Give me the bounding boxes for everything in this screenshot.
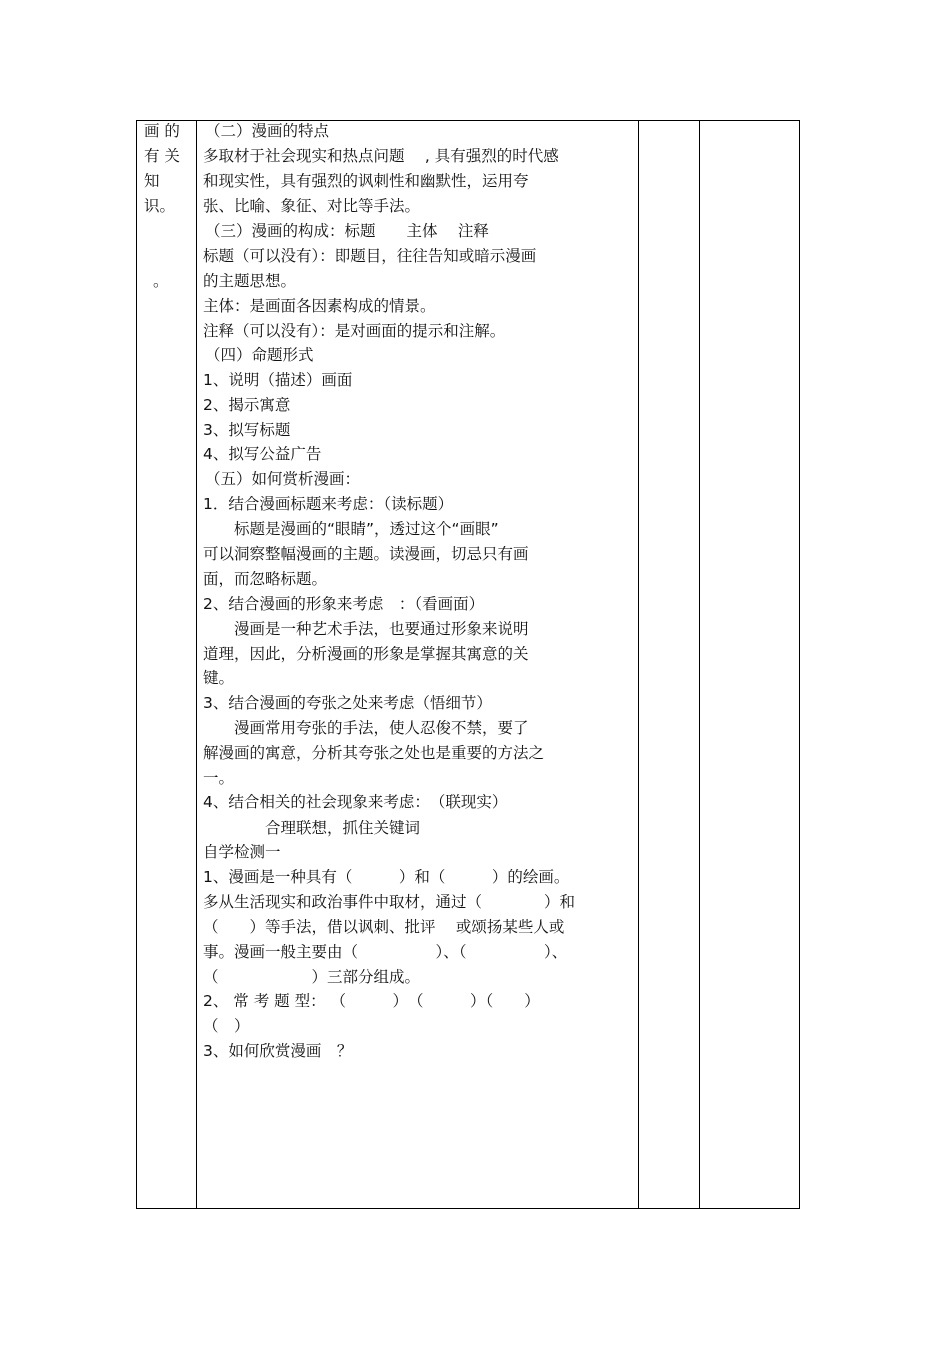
content-line: 1、漫画是一种具有（ ）和（ ）的绘画。 [203,868,570,886]
content-line: 可以洞察整幅漫画的主题。读漫画，切忌只有画 [203,545,529,563]
content-line: 标题（可以没有）：即题目，往往告知或暗示漫画 [203,247,537,265]
content-line: 标题是漫画的“眼睛”，透过这个“画眼” [203,520,499,538]
topic-line: 知 [144,172,160,190]
column-divider [196,121,197,1208]
content-line: 一。 [203,769,235,787]
content-line: 3、如何欣赏漫画 ？ [203,1042,353,1060]
content-line: 3、拟写标题 [203,421,291,439]
content-line: 注释（可以没有）：是对画面的提示和注解。 [203,322,506,340]
topic-line: 。 [153,272,169,290]
topic-line: 画 的 [144,122,180,140]
content-line: 3、结合漫画的夸张之处来考虑（悟细节） [203,694,492,712]
content-line: 和现实性，具有强烈的讽刺性和幽默性，运用夸 [203,172,529,190]
content-line: 合理联想，抓住关键词 [203,819,421,837]
content-line: （ ）三部分组成。 [203,968,421,986]
content-line: 主体：是画面各因素构成的情景。 [203,297,436,315]
content-line: 漫画常用夸张的手法，使人忍俊不禁，要了 [203,719,529,737]
content-line: 2、揭示寓意 [203,396,291,414]
content-line: 漫画是一种艺术手法，也要通过形象来说明 [203,620,529,638]
content-line: 多从生活现实和政治事件中取材，通过（ ）和 [203,893,576,911]
content-line: （ ）等手法，借以讽刺、批评 或颂扬某些人或 [203,918,565,936]
content-line: 1、说明（描述）画面 [203,371,353,389]
content-line: 自学检测一 [203,843,281,861]
content-line: （二）漫画的特点 [205,122,330,140]
content-line: 4、结合相关的社会现象来考虑： （联现实） [203,793,508,811]
content-line: （三）漫画的构成：标题 主体 注释 [205,222,489,240]
topic-line: 识。 [144,197,176,215]
content-line: 2、 常 考 题 型： （ ） （ ）（ ） [203,992,540,1010]
column-divider [638,121,639,1208]
content-line: 4、拟写公益广告 [203,445,322,463]
column-divider [699,121,700,1208]
content-line: 道理，因此，分析漫画的形象是掌握其寓意的关 [203,645,529,663]
content-line: 2、结合漫画的形象来考虑 ：（看画面） [203,595,485,613]
content-line: 解漫画的寓意，分析其夸张之处也是重要的方法之 [203,744,545,762]
topic-line: 有 关 [144,147,180,165]
content-line: 事。漫画一般主要由（ ）、（ ）、 [203,943,568,961]
content-line: 的主题思想。 [203,272,297,290]
content-line: （四）命题形式 [205,346,314,364]
content-line: 张、比喻、象征、对比等手法。 [203,197,421,215]
content-line: 1．结合漫画标题来考虑：（读标题） [203,495,454,513]
content-line: （ ） [203,1017,250,1035]
content-line: 多取材于社会现实和热点问题 , 具有强烈的时代感 [203,147,559,165]
content-line: 面，而忽略标题。 [203,570,328,588]
content-line: 键。 [203,669,235,687]
lesson-table [136,120,800,1209]
content-line: （五）如何赏析漫画： [205,470,361,488]
